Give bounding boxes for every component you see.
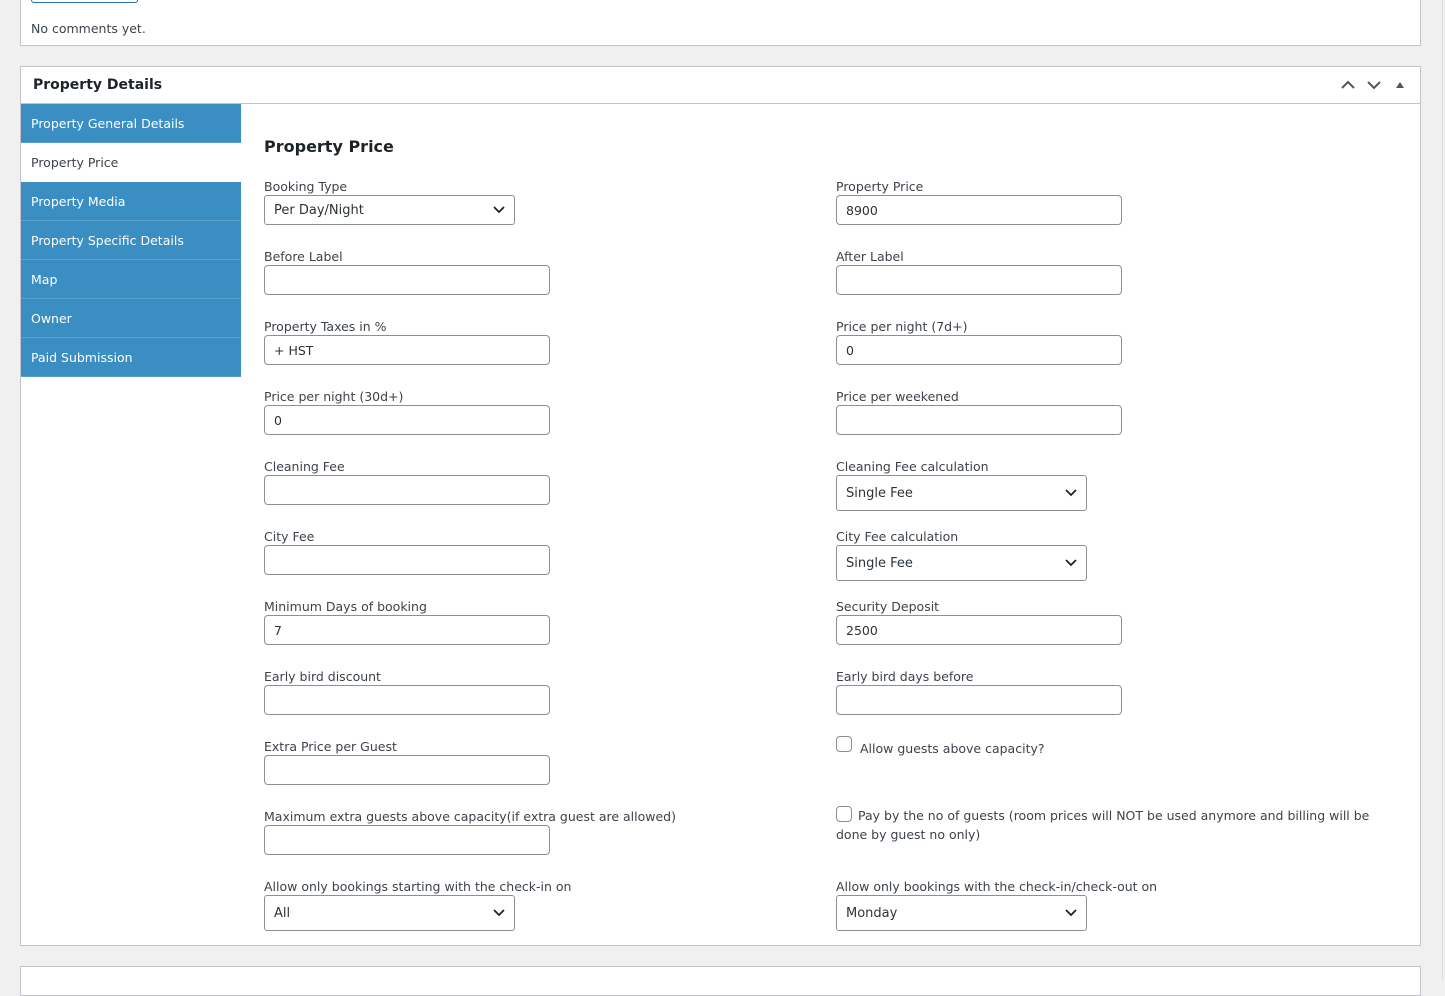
pay-by-guests-row [836,806,1396,844]
metabox-title: Property Details [33,77,163,93]
collapse-toggle-icon[interactable] [1390,75,1410,95]
move-up-icon[interactable] [1338,75,1358,95]
checkinout-day-field [836,879,1157,931]
cleaning-fee-field [264,459,550,505]
max-extra-guests-field [264,809,676,855]
pay-by-guests-label: Pay by the no of guests (room prices will NOT be used anymore and billing will be done by guest no only) [836,808,1370,842]
cleaning-calc-select[interactable] [836,475,1087,511]
property-price-field [836,179,1122,225]
property-price-input[interactable] [836,195,1122,225]
tab-property-price[interactable]: Property Price [21,143,241,182]
chevron-down-icon [492,908,506,918]
after-label-field [836,249,1122,295]
checkinout-day-label: Allow only bookings with the check-in/check-out on [836,879,1158,894]
comments-box [20,0,1421,46]
tab-property-specific-details[interactable]: Property Specific Details [21,221,241,260]
after-label-input[interactable] [836,265,1122,295]
after-label-label: After Label [836,249,904,264]
allow-above-capacity-field [836,736,1045,758]
before-label-input[interactable] [264,265,550,295]
property-details-metabox [20,66,1421,946]
max-extra-guests-label: Maximum extra guests above capacity(if extra guest are allowed) [264,809,676,824]
price-7d-label: Price per night (7d+) [836,319,968,334]
chevron-down-icon [1064,488,1078,498]
taxes-label: Property Taxes in % [264,319,387,334]
price-7d-field [836,319,1122,365]
no-comments-text: No comments yet. [31,21,146,36]
early-days-label: Early bird days before [836,669,974,684]
booking-type-select[interactable] [264,195,515,225]
min-days-label: Minimum Days of booking [264,599,427,614]
checkin-day-field [264,879,571,931]
min-days-input[interactable] [264,615,550,645]
price-30d-label: Price per night (30d+) [264,389,404,404]
property-tabs [21,104,241,377]
before-label-field [264,249,550,295]
chevron-down-icon [1064,558,1078,568]
city-calc-value: Single Fee [846,555,913,571]
allow-above-capacity-label: Allow guests above capacity? [860,741,1045,756]
extra-price-guest-input[interactable] [264,755,550,785]
city-calc-label: City Fee calculation [836,529,959,544]
city-fee-field [264,529,550,575]
pay-by-guests-checkbox[interactable] [836,806,852,822]
cleaning-fee-input[interactable] [264,475,550,505]
cleaning-fee-label: Cleaning Fee [264,459,345,474]
early-days-field [836,669,1122,715]
price-weekend-input[interactable] [836,405,1122,435]
chevron-down-icon [1064,908,1078,918]
chevron-down-icon [492,205,506,215]
next-metabox [20,966,1421,996]
price-weekend-label: Price per weekened [836,389,959,404]
tab-property-general-details[interactable]: Property General Details [21,104,241,143]
section-title: Property Price [264,137,394,156]
early-discount-label: Early bird discount [264,669,381,684]
checkin-day-label: Allow only bookings starting with the check-in on [264,879,572,894]
city-fee-label: City Fee [264,529,315,544]
security-deposit-field [836,599,1122,645]
price-30d-input[interactable] [264,405,550,435]
tab-content [264,104,1420,945]
checkin-day-value: All [274,905,291,921]
booking-type-label: Booking Type [264,179,348,194]
before-label-label: Before Label [264,249,343,264]
taxes-field [264,319,550,365]
cleaning-calc-label: Cleaning Fee calculation [836,459,989,474]
booking-type-field [264,179,515,225]
property-price-label: Property Price [836,179,924,194]
min-days-field [264,599,550,645]
early-days-input[interactable] [836,685,1122,715]
tab-owner[interactable]: Owner [21,299,241,338]
security-deposit-input[interactable] [836,615,1122,645]
taxes-input[interactable] [264,335,550,365]
allow-above-capacity-checkbox[interactable] [836,736,852,752]
move-down-icon[interactable] [1364,75,1384,95]
security-deposit-label: Security Deposit [836,599,940,614]
price-30d-field [264,389,550,435]
checkin-day-select[interactable] [264,895,515,931]
cleaning-calc-field [836,459,1087,511]
city-calc-field [836,529,1087,581]
city-calc-select[interactable] [836,545,1087,581]
early-discount-field [264,669,550,715]
metabox-header [21,67,1420,104]
metabox-handle-actions [1338,75,1410,95]
tab-map[interactable]: Map [21,260,241,299]
tab-property-media[interactable]: Property Media [21,182,241,221]
cleaning-calc-value: Single Fee [846,485,913,501]
price-7d-input[interactable] [836,335,1122,365]
checkinout-day-select[interactable] [836,895,1087,931]
extra-price-guest-field [264,739,550,785]
booking-type-value: Per Day/Night [274,202,364,218]
early-discount-input[interactable] [264,685,550,715]
add-comment-button[interactable] [31,0,138,3]
city-fee-input[interactable] [264,545,550,575]
max-extra-guests-input[interactable] [264,825,550,855]
pay-by-guests-field [836,806,1396,844]
tab-paid-submission[interactable]: Paid Submission [21,338,241,377]
price-weekend-field [836,389,1122,435]
checkinout-day-value: Monday [846,905,898,921]
extra-price-guest-label: Extra Price per Guest [264,739,397,754]
